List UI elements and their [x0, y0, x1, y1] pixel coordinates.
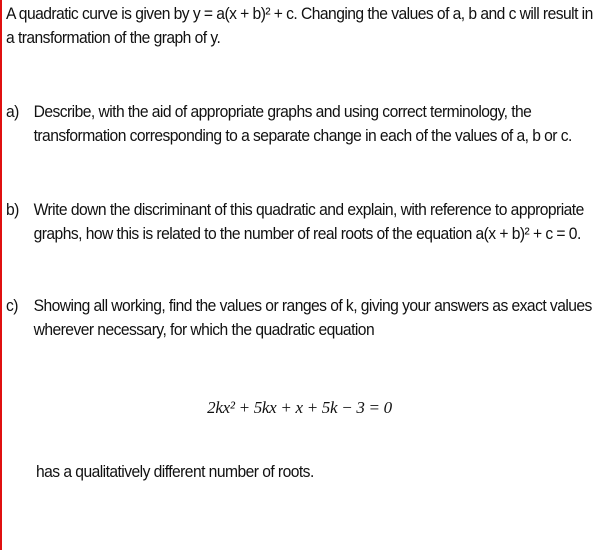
question-c-line-1: Showing all working, find the values or ranges of k, giving your answers as exact values [33, 296, 592, 315]
question-c-line-3: has a qualitatively different number of roots. [36, 462, 314, 481]
quadratic-equation: 2kx² + 5kx + x + 5k − 3 = 0 [207, 398, 392, 417]
intro-paragraph [6, 2, 593, 50]
question-a-line-1: Describe, with the aid of appropriate graphs and using correct terminology, the [33, 102, 532, 121]
question-b [6, 198, 584, 246]
question-a-line-2: transformation corresponding to a separate change in each of the values of a, b or c. [33, 126, 572, 145]
question-a-label: a) [6, 102, 19, 121]
margin-rule [0, 0, 2, 550]
question-b-line-1: Write down the discriminant of this quadratic and explain, with reference to appropriate [33, 200, 584, 219]
question-c-line-2: wherever necessary, for which the quadratic equation [33, 320, 375, 339]
question-b-label: b) [6, 200, 19, 219]
question-c-label: c) [6, 296, 18, 315]
intro-line-2: a transformation of the graph of y. [6, 28, 221, 47]
intro-line-1: A quadratic curve is given by y = a(x + b)² + c. Changing the values of a, b and c will result in [6, 4, 593, 23]
question-a [6, 100, 572, 148]
question-b-line-2: graphs, how this is related to the number of real roots of the equation a(x + b)² + c = 0. [33, 224, 581, 243]
question-c-conclusion [36, 460, 577, 484]
question-c [6, 294, 592, 342]
